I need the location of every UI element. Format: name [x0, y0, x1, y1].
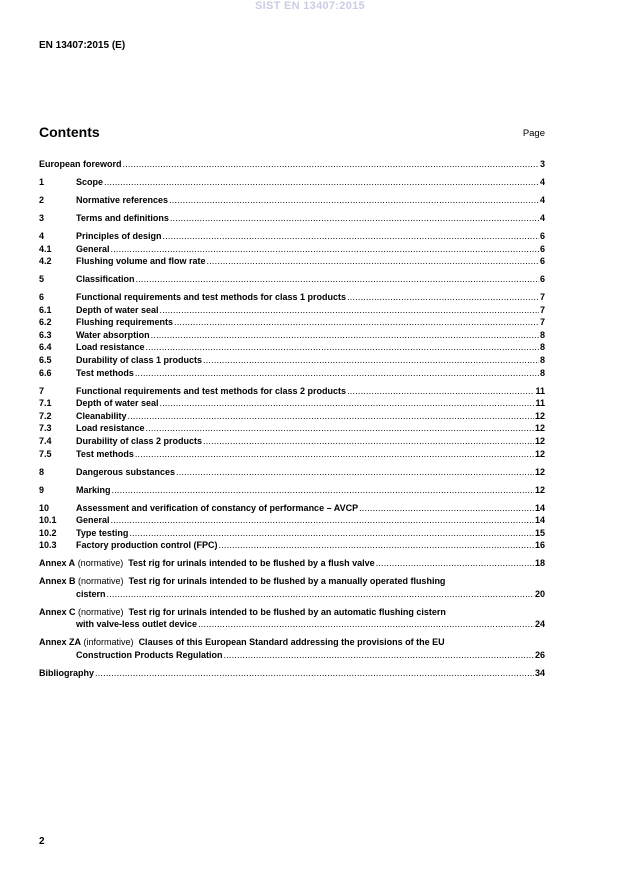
toc-group: [39, 212, 545, 225]
document-id: EN 13407:2015 (E): [39, 40, 126, 51]
toc-entry-number: 9: [39, 484, 45, 495]
toc-entry-page: 11: [535, 398, 545, 409]
toc-entry[interactable]: [39, 329, 545, 342]
annex-title: Test rig for urinals intended to be flushed by a flush valve: [128, 558, 375, 569]
toc-entry[interactable]: [39, 291, 545, 304]
toc-entry-page: 8: [539, 355, 545, 366]
toc-entry-page: 14: [534, 502, 545, 513]
toc-entry-title: European foreword: [39, 159, 122, 169]
toc-group: [39, 291, 545, 379]
toc-leader-dots: [151, 329, 539, 342]
annex-title-continued: cistern: [76, 588, 106, 599]
toc-group: [39, 385, 545, 461]
toc-entry-number: 10.2: [39, 527, 57, 538]
toc-leader-dots: [136, 273, 539, 286]
toc-entry-page: 3: [539, 159, 545, 169]
toc-entry-number: 10.3: [39, 540, 57, 551]
toc-entry-title: Flushing requirements: [76, 317, 174, 328]
toc-entry-page: 18: [534, 558, 545, 569]
toc-entry-page: 14: [534, 515, 545, 526]
annex-title: Test rig for urinals intended to be flushed by an automatic flushing cistern: [128, 606, 446, 617]
toc-entry-title: General: [76, 515, 110, 526]
toc-entry-page: 6: [539, 256, 545, 267]
toc-entry-page: 26: [534, 650, 545, 661]
toc-entry-title: Flushing volume and flow rate: [76, 256, 206, 267]
toc-entry-page: 20: [534, 588, 545, 599]
toc-entry-number: 7.4: [39, 436, 52, 447]
toc-leader-dots: [359, 502, 534, 515]
toc-entry-page: 6: [539, 243, 545, 254]
toc-entry-page: 12: [534, 423, 545, 434]
toc-leader-dots: [170, 212, 539, 225]
toc-entry[interactable]: [39, 435, 545, 448]
toc-leader-dots: [174, 316, 539, 329]
toc-leader-dots: [224, 649, 534, 662]
toc-leader-dots: [129, 527, 534, 540]
toc-entry-title: Functional requirements and test methods for class 2 products: [76, 385, 347, 396]
toc-entry-page: 7: [539, 317, 545, 328]
annex-label: Annex B: [39, 576, 76, 587]
toc-entry-title: Dangerous substances: [76, 466, 176, 477]
toc-entry[interactable]: [39, 194, 545, 207]
toc-annex-entry[interactable]: [39, 636, 545, 661]
toc-entry-page: 4: [539, 194, 545, 205]
toc-leader-dots: [128, 410, 534, 423]
toc-entry[interactable]: [39, 466, 545, 479]
toc-leader-dots: [104, 176, 539, 189]
toc-entry-title: Durability of class 1 products: [76, 355, 203, 366]
toc-leader-dots: [160, 397, 535, 410]
toc-entry-page: 34: [534, 668, 545, 679]
toc-entry-page: 12: [534, 410, 545, 421]
toc-entry[interactable]: [39, 354, 545, 367]
toc-leader-dots: [207, 255, 539, 268]
toc-entry-number: 7.2: [39, 410, 52, 421]
toc-entry-number: 10: [39, 502, 50, 513]
toc-entry-number: 3: [39, 212, 45, 223]
toc-entry-title: Load resistance: [76, 423, 145, 434]
annex-type: (normative): [78, 576, 124, 587]
toc-entry-title: Assessment and verification of constancy of performance – AVCP: [76, 502, 359, 513]
toc-entry-number: 5: [39, 274, 45, 285]
toc-entry-title: Bibliography: [39, 668, 95, 679]
toc-entry-number: 1: [39, 176, 45, 187]
toc-leader-dots: [176, 466, 534, 479]
toc-entry-title: Terms and definitions: [76, 212, 169, 223]
toc-entry[interactable]: [39, 410, 545, 423]
toc-entry-page: 7: [539, 304, 545, 315]
toc-leader-dots: [160, 304, 539, 317]
toc-entry-number: 6.4: [39, 342, 52, 353]
toc-leader-dots: [203, 435, 534, 448]
contents-heading: Contents: [39, 124, 100, 140]
toc-entry-title: Load resistance: [76, 342, 145, 353]
toc-entry-page: 7: [539, 292, 545, 303]
toc-entry-title: Depth of water seal: [76, 398, 159, 409]
toc-entry[interactable]: [39, 514, 545, 527]
toc-entry-number: 6.6: [39, 367, 52, 378]
annex-title: Clauses of this European Standard addressing the provisions of the EU: [138, 637, 445, 648]
annex-label: Annex ZA: [39, 637, 82, 648]
toc-annex-entry[interactable]: [39, 557, 545, 570]
annex-type: (normative): [77, 558, 124, 569]
toc-leader-dots: [203, 354, 539, 367]
toc-leader-dots: [146, 422, 534, 435]
toc-leader-dots: [376, 557, 534, 570]
toc-leader-dots: [347, 385, 534, 398]
toc-entry[interactable]: [39, 527, 545, 540]
toc-entry-page: 12: [534, 466, 545, 477]
toc-entry-number: 7.3: [39, 423, 52, 434]
toc-entry-page: 12: [534, 484, 545, 495]
toc-leader-dots: [135, 367, 539, 380]
toc-entry-title: Normative references: [76, 194, 169, 205]
toc-entry-number: 6: [39, 292, 45, 303]
annex-type: (informative): [83, 637, 134, 648]
toc-entry-number: 10.1: [39, 515, 57, 526]
toc-entry-page: 15: [534, 527, 545, 538]
annex-label: Annex C: [39, 606, 76, 617]
toc-entry-title: Factory production control (FPC): [76, 540, 218, 551]
toc-entry[interactable]: [39, 273, 545, 286]
toc-entry-number: 6.2: [39, 317, 52, 328]
toc-leader-dots: [347, 291, 539, 304]
toc-annex-entry[interactable]: [39, 575, 545, 600]
toc-entry-page: 11: [535, 385, 545, 396]
toc-entry-number: 4.2: [39, 256, 52, 267]
toc-entry-title: Cleanability: [76, 410, 127, 421]
toc-entry-number: 6.3: [39, 329, 52, 340]
toc-entry-number: 7.5: [39, 448, 52, 459]
annex-type: (normative): [78, 606, 124, 617]
toc-entry-number: 8: [39, 466, 45, 477]
toc-entry-number: 4.1: [39, 243, 52, 254]
toc-leader-dots: [219, 539, 534, 552]
toc-entry[interactable]: [39, 502, 545, 515]
toc-entry-title: Durability of class 2 products: [76, 436, 203, 447]
toc-entry[interactable]: [39, 422, 545, 435]
toc-group: [39, 502, 545, 552]
toc-entry[interactable]: [39, 212, 545, 225]
toc-leader-dots: [107, 588, 534, 601]
toc-entry-number: 2: [39, 194, 45, 205]
toc-entry[interactable]: [39, 484, 545, 497]
toc-entry-page: 6: [539, 274, 545, 285]
toc-leader-dots: [146, 341, 539, 354]
toc-leader-dots: [169, 194, 539, 207]
annex-label: Annex A: [39, 558, 76, 569]
page-column-label: Page: [522, 128, 545, 139]
toc-entry[interactable]: [39, 316, 545, 329]
toc-entry-page: 8: [539, 367, 545, 378]
toc-entry-number: 7: [39, 385, 45, 396]
annex-title-continued: with valve-less outlet device: [76, 619, 198, 630]
toc-entry[interactable]: [39, 385, 545, 398]
toc-entry[interactable]: [39, 158, 545, 171]
toc-leader-dots: [123, 158, 539, 171]
toc-annex-entry[interactable]: [39, 606, 545, 631]
toc-entry[interactable]: [39, 230, 545, 243]
toc-entry-title: Test methods: [76, 448, 134, 459]
toc-group: [39, 176, 545, 189]
toc-entry-title: Test methods: [76, 367, 134, 378]
toc-entry-page: 6: [539, 230, 545, 241]
toc-entry[interactable]: [39, 539, 545, 552]
toc-entry-number: 4: [39, 230, 45, 241]
toc-leader-dots: [163, 230, 539, 243]
annex-title: Test rig for urinals intended to be flushed by a manually operated flushing: [128, 576, 446, 587]
toc-entry-page: 8: [539, 329, 545, 340]
toc-entry-page: 12: [534, 436, 545, 447]
toc-entry-bibliography[interactable]: [39, 667, 545, 680]
toc-entry[interactable]: [39, 397, 545, 410]
toc-entry-page: 8: [539, 342, 545, 353]
toc-entry-title: Principles of design: [76, 230, 162, 241]
toc-leader-dots: [112, 484, 534, 497]
toc-entry-number: 7.1: [39, 398, 52, 409]
toc-entry-title: General: [76, 243, 110, 254]
toc-group: [39, 466, 545, 479]
watermark: SIST EN 13407:2015: [255, 0, 365, 12]
toc-entry-title: Scope: [76, 176, 104, 187]
toc-entry-title: Functional requirements and test methods for class 1 products: [76, 292, 347, 303]
table-of-contents: [39, 158, 545, 685]
toc-leader-dots: [198, 618, 534, 631]
toc-entry-title: Depth of water seal: [76, 304, 159, 315]
toc-entry-title: Water absorption: [76, 329, 150, 340]
toc-entry[interactable]: [39, 243, 545, 256]
toc-group: [39, 484, 545, 497]
toc-entry-page: 12: [534, 448, 545, 459]
toc-leader-dots: [111, 243, 539, 256]
toc-entry-title: Classification: [76, 274, 135, 285]
toc-entry-number: 6.5: [39, 355, 52, 366]
toc-entry-page: 4: [539, 176, 545, 187]
toc-entry-page: 4: [539, 212, 545, 223]
toc-entry[interactable]: [39, 304, 545, 317]
toc-group: [39, 273, 545, 286]
toc-entry-number: 6.1: [39, 304, 52, 315]
toc-entry[interactable]: [39, 448, 545, 461]
page-number: 2: [39, 836, 45, 847]
toc-leader-dots: [111, 514, 534, 527]
toc-leader-dots: [135, 448, 534, 461]
toc-entry-page: 16: [534, 540, 545, 551]
toc-entry-title: Type testing: [76, 527, 129, 538]
toc-group: [39, 230, 545, 268]
toc-entry[interactable]: [39, 255, 545, 268]
toc-entry-title: Marking: [76, 484, 111, 495]
toc-entry[interactable]: [39, 176, 545, 189]
toc-entry[interactable]: [39, 341, 545, 354]
annex-title-continued: Construction Products Regulation: [76, 650, 223, 661]
toc-entry[interactable]: [39, 367, 545, 380]
toc-entry-page: 24: [534, 619, 545, 630]
toc-group: [39, 194, 545, 207]
toc-leader-dots: [95, 667, 534, 680]
toc-group: [39, 158, 545, 171]
